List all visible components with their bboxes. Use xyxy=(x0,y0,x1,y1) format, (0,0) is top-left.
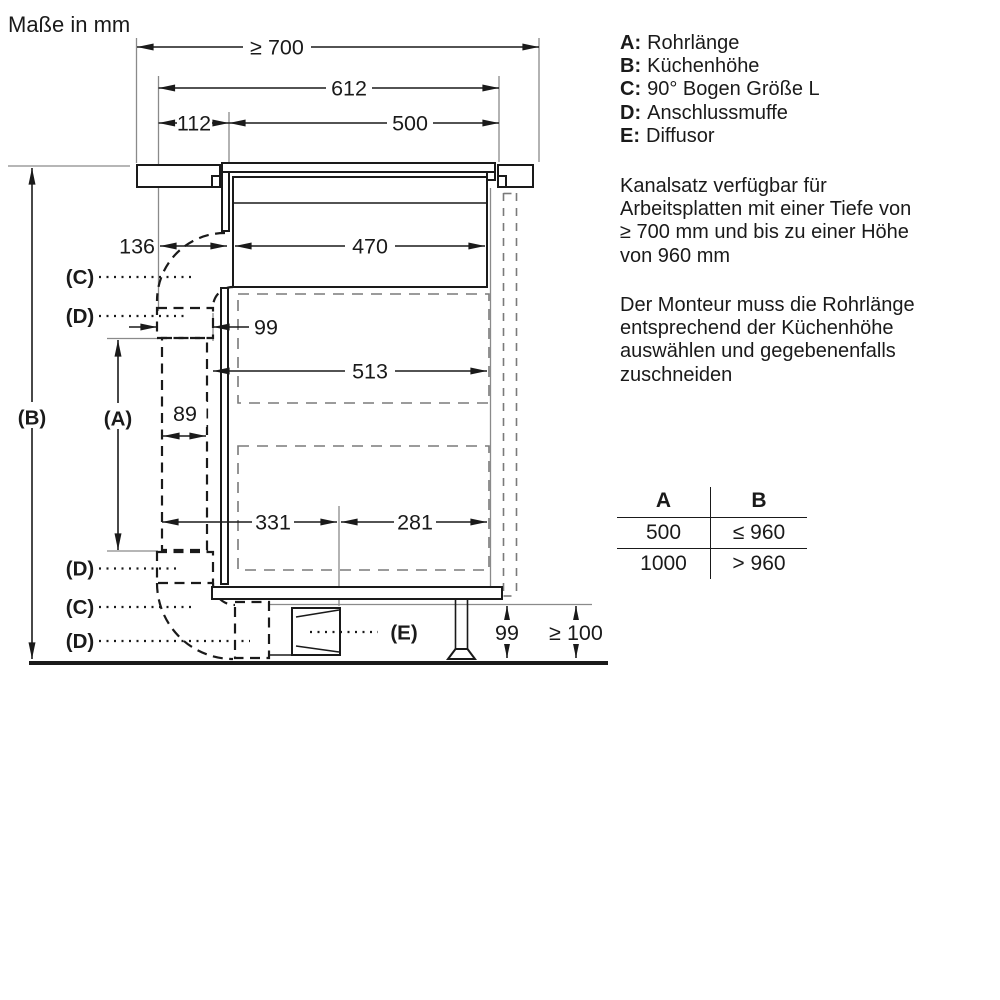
note-line: Der Monteur muss die Rohrlänge xyxy=(620,294,915,316)
legend-key: A: xyxy=(620,32,642,54)
muffle-bottom xyxy=(235,602,269,658)
page-title: Maße in mm xyxy=(8,12,131,37)
dim-plinth xyxy=(492,606,522,658)
note-line: Kanalsatz verfügbar für xyxy=(620,175,827,197)
legend-value: Anschlussmuffe xyxy=(647,101,788,124)
worktop-left xyxy=(137,165,220,187)
cabinet-bottom-panel xyxy=(212,587,502,599)
bend-upper-outer xyxy=(157,233,225,301)
table-cell-a: 500 xyxy=(617,518,711,548)
dim-hob-body-label: 470 xyxy=(352,234,388,259)
table-row xyxy=(617,549,807,579)
table-header-b: B xyxy=(751,489,767,512)
callout-a: (A) xyxy=(103,407,133,431)
dim-clearance-label: ≥ 100 xyxy=(549,621,603,645)
hob-flange-right xyxy=(487,172,495,180)
dim-bottom-left xyxy=(162,511,337,535)
worktop-right-rebate xyxy=(498,176,506,187)
partition-wall xyxy=(221,288,228,584)
note-availability xyxy=(620,175,996,268)
dim-clearance xyxy=(543,606,609,658)
dim-muffle xyxy=(129,316,278,340)
legend-value: Diffusor xyxy=(646,124,715,147)
table-cell-a: 1000 xyxy=(617,549,711,579)
note-line: auswählen und gegebenenfalls xyxy=(620,340,896,363)
legend-item-a xyxy=(620,32,820,55)
legend-item-c xyxy=(620,78,820,101)
dim-pipe-length xyxy=(100,340,136,550)
muffle-upper xyxy=(157,308,213,338)
legend-item-d xyxy=(620,102,820,125)
dim-bottom-right xyxy=(341,511,487,535)
dim-bottom-right-label: 281 xyxy=(397,510,433,535)
table-row xyxy=(617,518,807,549)
note-line: zuschneiden xyxy=(620,363,733,386)
hob-top-plate xyxy=(222,163,495,172)
callout-d-middle: (D) xyxy=(65,557,95,581)
dim-counter-depth xyxy=(137,36,539,60)
table-cell-b: > 960 xyxy=(732,552,786,575)
legend-value: Rohrlänge xyxy=(647,32,740,54)
legend-key: D: xyxy=(620,101,642,124)
dim-cutout xyxy=(229,112,499,136)
interior-box-lower xyxy=(238,446,489,570)
dim-pipe xyxy=(163,401,207,436)
note-installer xyxy=(620,294,996,387)
callout-b: (B) xyxy=(17,406,47,430)
dim-bottom-left-label: 331 xyxy=(255,510,291,535)
dim-kitchen-height xyxy=(14,168,50,659)
legend-item-e xyxy=(620,125,820,148)
cabinet-leg xyxy=(448,599,475,659)
table-cell-b: ≤ 960 xyxy=(732,521,786,544)
dim-muffle-label: 99 xyxy=(254,315,278,340)
hob-body xyxy=(233,177,487,287)
dim-pipe-label: 89 xyxy=(173,402,197,426)
table-header-a: A xyxy=(617,487,711,517)
dimensions xyxy=(14,36,609,660)
pipe-length-table xyxy=(617,487,807,579)
pipe-section xyxy=(162,338,207,550)
callout-d-lower: (D) xyxy=(65,630,95,653)
callout-d-upper: (D) xyxy=(65,305,95,328)
note-line: von 960 mm xyxy=(620,244,731,267)
dim-cutout-label: 500 xyxy=(392,111,428,136)
legend-value: Küchenhöhe xyxy=(647,55,760,78)
note-line: entsprechend der Küchenhöhe xyxy=(620,317,894,340)
dim-offset-left xyxy=(159,112,230,136)
callout-c-lower: (C) xyxy=(65,596,95,619)
legend-value: 90° Bogen Größe L xyxy=(647,78,820,101)
legend-key: E: xyxy=(620,124,640,147)
muffle-lower xyxy=(157,552,213,583)
note-line: ≥ 700 mm und bis zu einer Höhe xyxy=(620,221,909,244)
legend-item-b xyxy=(620,55,820,78)
legend-key: C: xyxy=(620,78,642,101)
dim-plinth-label: 99 xyxy=(495,621,519,645)
dim-counter-depth-label: ≥ 700 xyxy=(250,35,304,60)
diffusor xyxy=(269,608,340,655)
dim-hob-width-label: 612 xyxy=(331,76,367,101)
note-line: Arbeitsplatten mit einer Tiefe von xyxy=(620,198,912,221)
dim-rear-gap-label: 136 xyxy=(119,234,155,259)
inlet-wall-upper xyxy=(222,172,229,231)
dim-interior-label: 513 xyxy=(352,359,388,384)
legend-key: B: xyxy=(620,55,642,78)
legend xyxy=(620,32,820,148)
rear-duct-outline xyxy=(504,193,517,596)
callout-c-upper: (C) xyxy=(65,266,95,289)
table-header-row xyxy=(617,487,807,518)
dim-interior xyxy=(213,360,487,384)
dim-hob-width xyxy=(159,77,500,101)
dim-rear-gap xyxy=(119,235,227,259)
worktop-left-rebate xyxy=(212,176,220,187)
interior-box-upper xyxy=(238,294,489,403)
callout-e: (E) xyxy=(390,621,418,645)
dim-offset-left-label: 112 xyxy=(176,111,212,136)
